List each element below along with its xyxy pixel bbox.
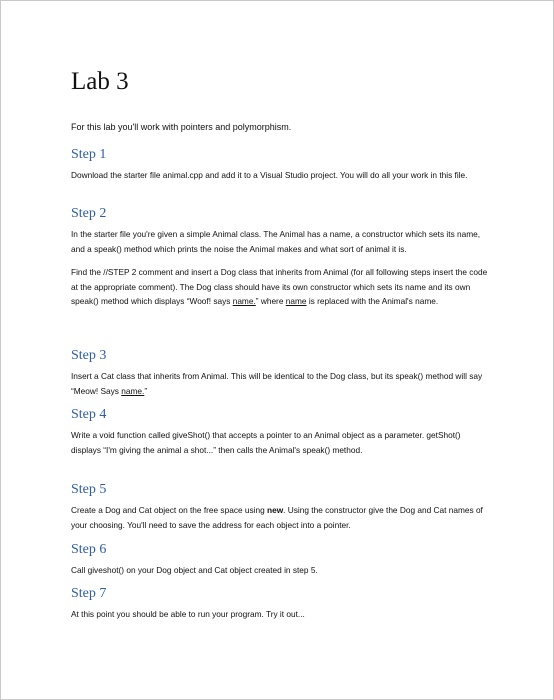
step-2-section xyxy=(71,206,489,309)
step-3-text-b: ” xyxy=(144,385,148,396)
step-2-text-2-c: is replaced with the Animal's name. xyxy=(306,296,439,306)
step-3-text xyxy=(71,369,489,398)
step-2-text-2-name-1: name. xyxy=(232,296,256,306)
step-4-heading: Step 4 xyxy=(71,407,107,422)
step-5-text-a: Create a Dog and Cat object on the free space using xyxy=(71,505,268,515)
step-2-text-2-a: Find the //STEP 2 comment and insert a Dog class that inherits from Animal (for all following steps insert the code at the appropriate comment). The Dog class should have its own constructor which sets its name and its own speak() method which displays “Woof! says xyxy=(71,267,488,306)
step-2-text-2-name-2: name xyxy=(285,296,307,306)
step-2-text-2-b: ” where xyxy=(255,296,286,306)
step-6-section xyxy=(71,542,489,578)
step-6-heading: Step 6 xyxy=(71,542,107,557)
step-1-heading: Step 1 xyxy=(71,147,107,162)
page-title: Lab 3 xyxy=(71,68,129,95)
step-7-section xyxy=(71,586,489,622)
step-2-heading: Step 2 xyxy=(71,206,107,221)
step-5-text xyxy=(71,503,489,532)
step-2-text: In the starter file you're given a simple Animal class. The Animal has a name, a constructor which sets its name, and a speak() method which prints the noise the Animal makes and what sort of animal it is. xyxy=(71,229,481,254)
step-5-text-b: . Using the constructor give the Dog and Cat names of your choosing. You'll need to save the address for each object into a pointer. xyxy=(71,505,483,530)
step-2-text-2 xyxy=(71,265,489,309)
step-3-section xyxy=(71,348,489,398)
step-4-text: Write a void function called giveShot() that accepts a pointer to an Animal object as a parameter. getShot() displays “I'm giving the animal a shot...” then calls the Animal's speak() method. xyxy=(71,430,461,455)
step-7-heading: Step 7 xyxy=(71,586,107,601)
step-5-heading: Step 5 xyxy=(71,482,107,497)
step-4-section xyxy=(71,407,489,457)
step-3-text-a: Insert a Cat class that inherits from Animal. This will be identical to the Dog class, but its speak() method will say “Meow! Says xyxy=(71,371,483,396)
step-1-text: Download the starter file animal.cpp and add it to a Visual Studio project. You will do all your work in this file. xyxy=(71,170,468,180)
step-5-section xyxy=(71,482,489,532)
step-7-text: At this point you should be able to run your program. Try it out... xyxy=(71,609,305,619)
step-3-heading: Step 3 xyxy=(71,348,107,363)
intro-text: For this lab you'll work with pointers and polymorphism. xyxy=(71,122,292,132)
step-3-text-name: name. xyxy=(121,385,145,396)
step-1-section xyxy=(71,147,489,183)
step-5-keyword-new: new xyxy=(267,505,284,515)
step-6-text: Call giveshot() on your Dog object and Cat object created in step 5. xyxy=(71,565,318,575)
